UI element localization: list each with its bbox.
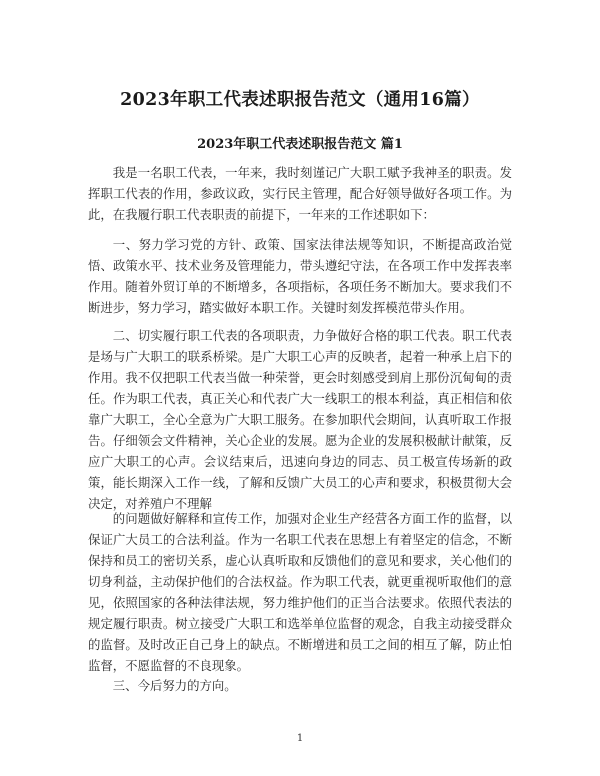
- paragraph-study: 一、努力学习党的方针、政策、国家法律法规等知识，不断提高政治觉悟、政策水平、技术业务及管理能力，带头遵纪守法，在各项工作中发挥表率作用。随着外贸订单的不断增多，各项指标，各项任务不断加大。要求我们不断进步，努力学习，踏实做好本职工作。关键时刻发挥模范带头作用。: [88, 237, 512, 315]
- paragraph-intro: 我是一名职工代表，一年来，我时刻谨记广大职工赋予我神圣的职责。发挥职工代表的作用，参政议政，实行民主管理，配合好领导做好各项工作。为此，在我履行职工代表职责的前提下，一年来的工作述职如下：: [88, 165, 512, 222]
- paragraph-duties: 二、切实履行职工代表的各项职责，力争做好合格的职工代表。职工代表是场与广大职工的联系桥梁。是广大职工心声的反映者，起着一种承上启下的作用。我不仅把职工代表当做一种荣誉，更会时刻感受到肩上那份沉甸甸的责任。作为职工代表，真正关心和代表广大一线职工的根本利益，真正相信和依靠广大职工，全心全意为广大职工服务。在参加职代会期间，认真听取工作报告。仔细领会文件精神，关心企业的发展。愿为企业的发展积极献计献策，反应广大职工的心声。会议结束后，迅速向身边的同志、员工极宣传场新的政策，能长期深入工作一线，了解和反馈广大员工的心声和要求，积极贯彻大会决定，对养殖户不理解: [88, 328, 512, 511]
- paragraph-future: 三、今后努力的方向。: [112, 678, 237, 693]
- page-title: 2023年职工代表述职报告范文（通用16篇）: [120, 90, 480, 110]
- paragraph-supervision: 的问题做好解释和宣传工作，加强对企业生产经营各方面工作的监督，以保证广大员工的合法利益。作为一名职工代表在思想上有着坚定的信念，不断保持和员工的密切关系，虚心认真听取和反馈他们的意见和要求，关心他们的切身利益，主动保护他们的合法权益。作为职工代表，就更重视听取他们的意见，依照国家的各种法律法规，努力维护他们的正当合法要求。依照代表法的规定履行职责。树立接受广大职工和选举单位监督的观念，自我主动接受群众的监督。及时改正自己身上的缺点。不断增进和员工之间的相互了解，防止怕监督，不愿监督的不良现象。: [88, 511, 512, 673]
- section-title: 2023年职工代表述职报告范文 篇1: [197, 137, 403, 152]
- page-number: 1: [296, 733, 304, 744]
